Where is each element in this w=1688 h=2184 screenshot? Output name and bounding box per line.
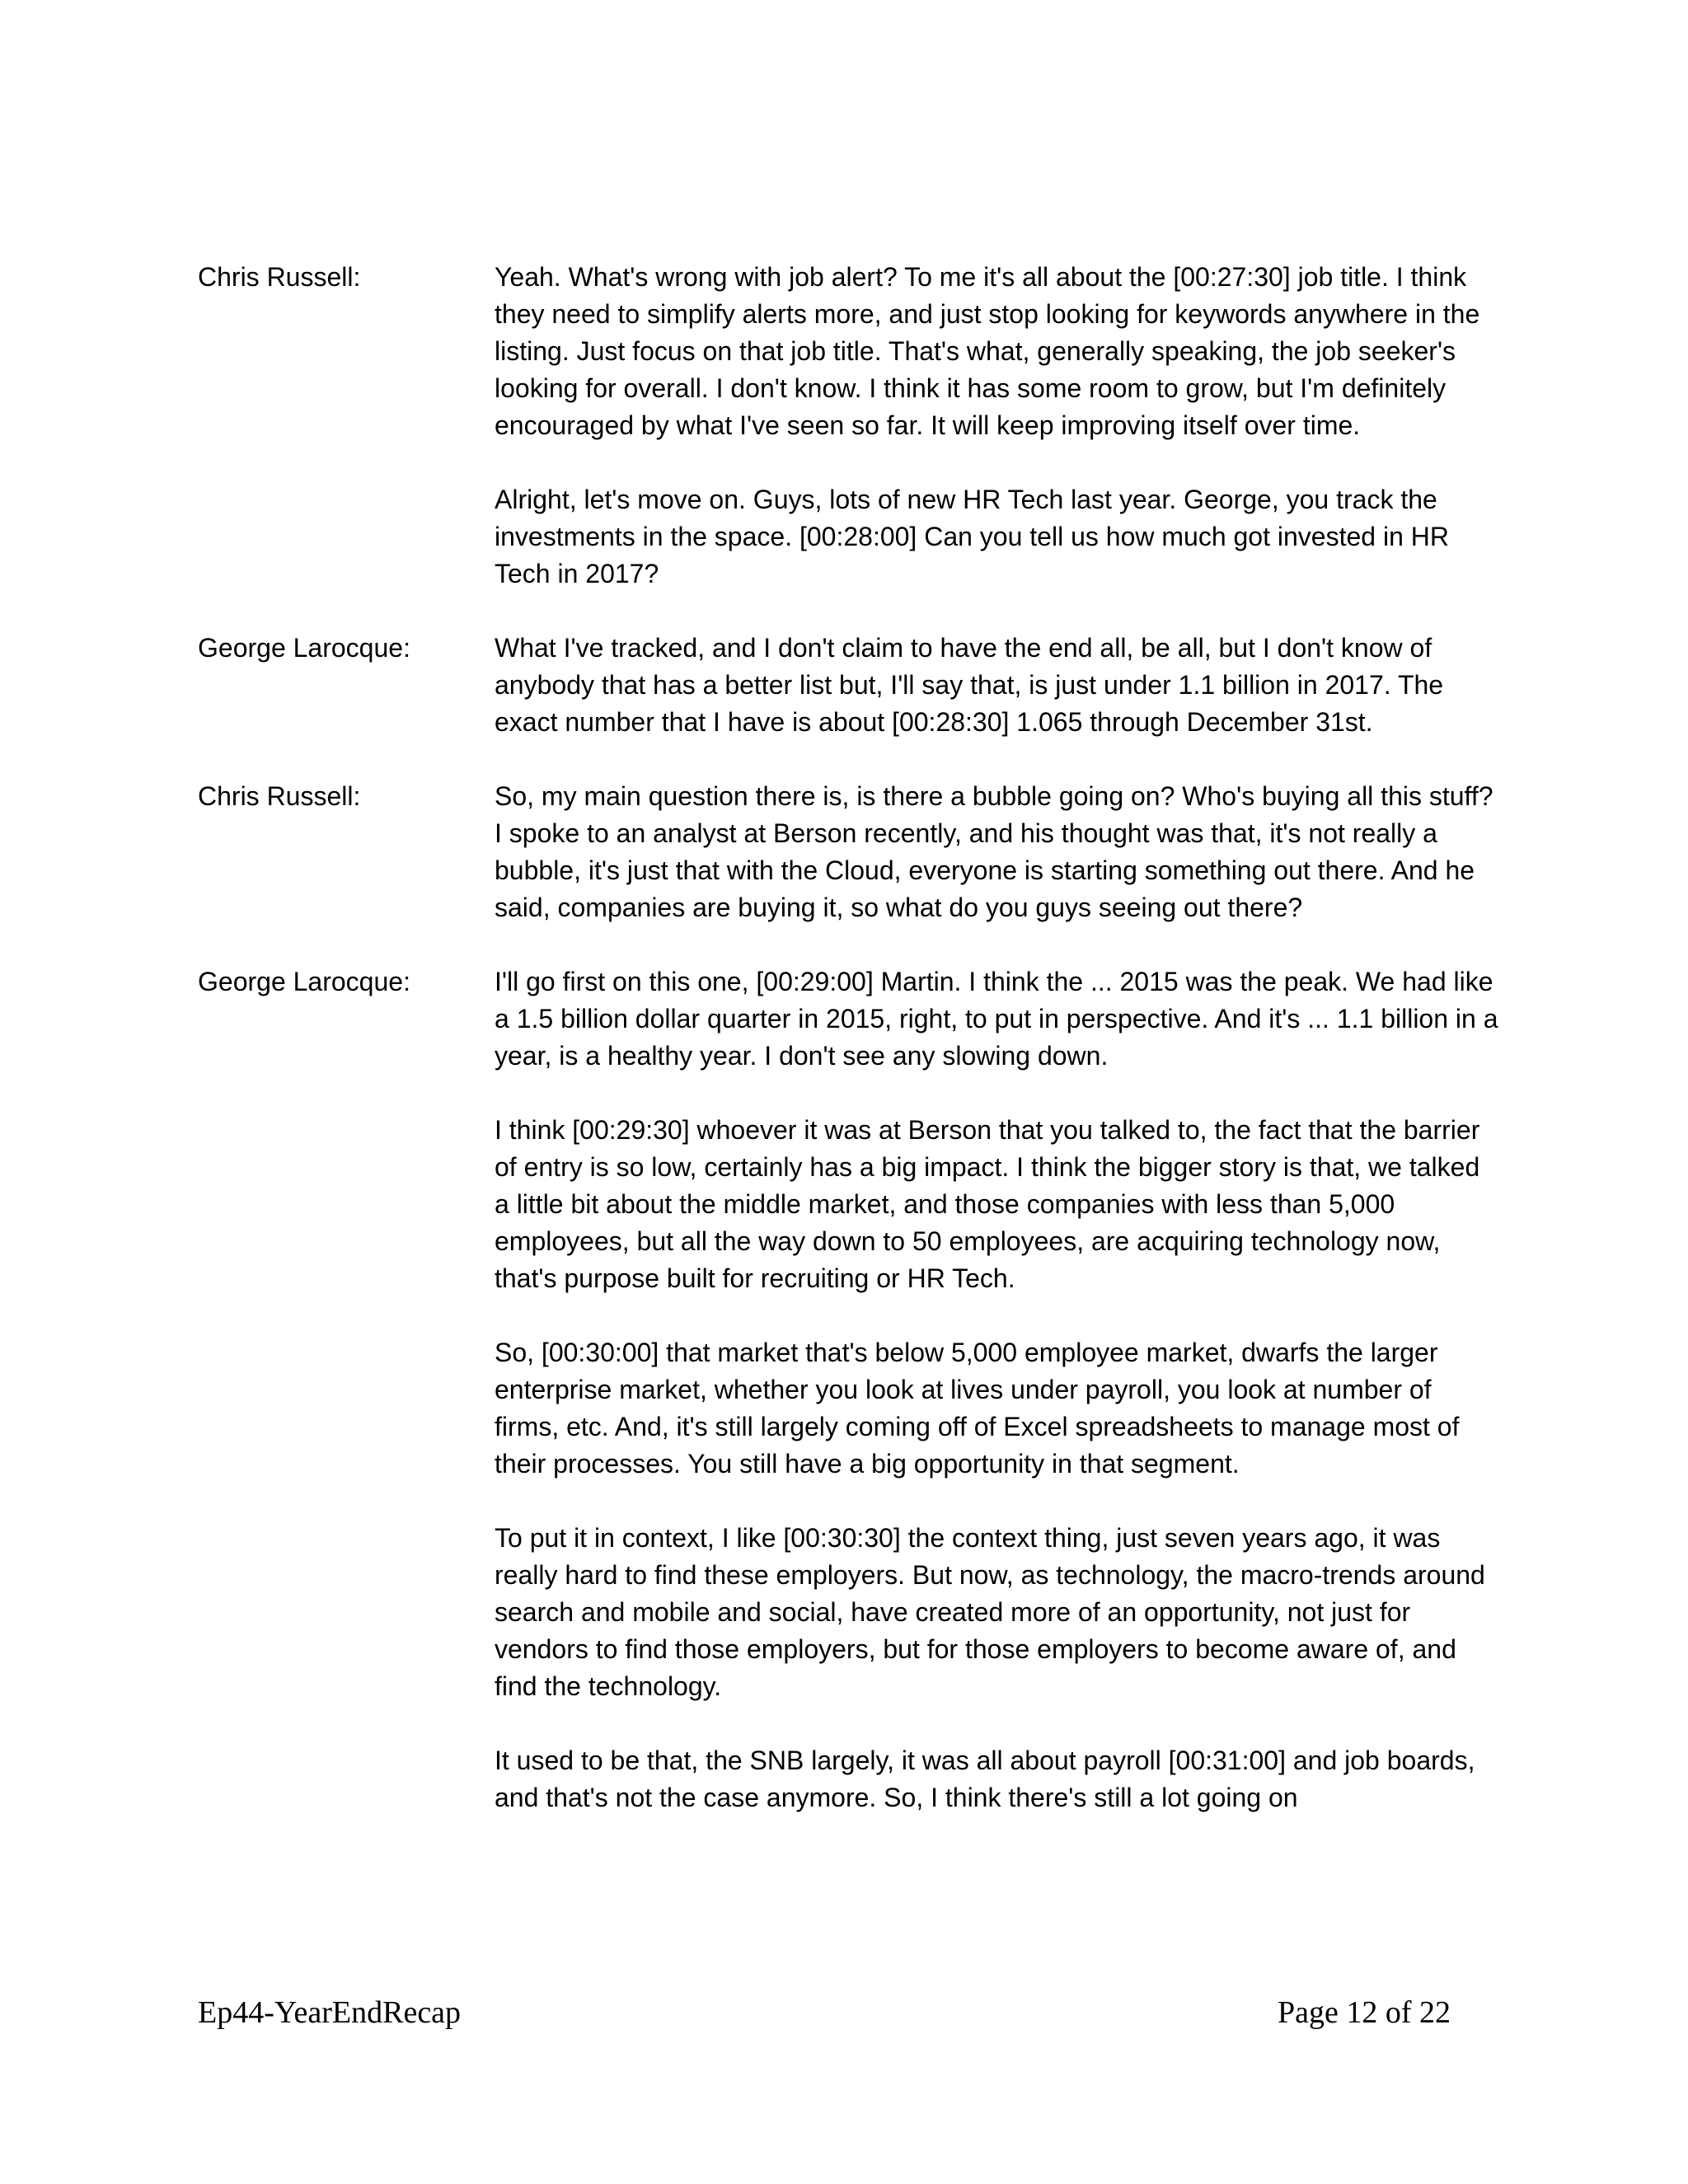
speaker-text — [495, 259, 1500, 630]
paragraph: It used to be that, the SNB largely, it was all about payroll [00:31:00] and job boards, and that's not the case anymore. So, I think there's still a lot going on — [495, 1746, 1475, 1812]
speaker-text — [495, 963, 1500, 1854]
speaker-name: George Larocque: — [198, 633, 410, 663]
speaker-name: Chris Russell: — [198, 781, 361, 811]
paragraph: To put it in context, I like [00:30:30] the context thing, just seven years ago, it was really hard to find these employers. But now, as technology, the macro-trends around search and mobile and social, have created more of an opportunity, not just for vendors to find those employers, but for those employers to become aware of, and find the technology. — [495, 1523, 1485, 1701]
paragraph: I think [00:29:30] whoever it was at Berson that you talked to, the fact that the barrier of entry is so low, certainly has a big impact. I think the bigger story is that, we talked a little bit about the middle market, and those companies with less than 5,000 employees, but all the way down to 50 employees, are acquiring technology now, that's purpose built for recruiting or HR Tech. — [495, 1115, 1480, 1293]
speaker-text — [495, 778, 1500, 963]
paragraph: Yeah. What's wrong with job alert? To me it's all about the [00:27:30] job title. I think they need to simplify alerts more, and just stop looking for keywords anywhere in the listing. Just focus on that job title. That's what, generally speaking, the job seeker's looking for overall. I don't know. I think it has some room to grow, but I'm definitely encouraged by what I've seen so far. It will keep improving itself over time. — [495, 262, 1480, 440]
paragraph: So, [00:30:00] that market that's below 5,000 employee market, dwarfs the larger enterprise market, whether you look at lives under payroll, you look at number of firms, etc. And, it's still largely coming off of Excel spreadsheets to manage most of their processes. You still have a big opportunity in that segment. — [495, 1338, 1460, 1479]
paragraph: Alright, let's move on. Guys, lots of new HR Tech last year. George, you track the investments in the space. [00:28:00] Can you tell us how much got invested in HR Tech in 2017? — [495, 485, 1449, 588]
paragraph: So, my main question there is, is there a bubble going on? Who's buying all this stuff? I spoke to an analyst at Berson recently, and his thought was that, it's not really a bubble, it's just that with the Cloud, everyone is starting something out there. And he said, companies are buying it, so what do you guys seeing out there? — [495, 781, 1493, 922]
speaker-name: Chris Russell: — [198, 262, 361, 292]
paragraph: I'll go first on this one, [00:29:00] Martin. I think the ... 2015 was the peak. We had like a 1.5 billion dollar quarter in 2015, right, to put in perspective. And it's ... 1.1 billion in a year, is a healthy year. I don't see any slowing down. — [495, 967, 1498, 1071]
footer-page-number: Page 12 of 22 — [1277, 1995, 1451, 2030]
page-footer — [198, 1993, 1451, 2032]
speaker-name: George Larocque: — [198, 967, 410, 996]
transcript-entry — [198, 963, 1500, 1854]
transcript — [198, 259, 1500, 1854]
transcript-entry — [198, 630, 1500, 778]
paragraph: What I've tracked, and I don't claim to have the end all, be all, but I don't know of anybody that has a better list but, I'll say that, is just under 1.1 billion in 2017. The exact number that I have is about [00:28:30] 1.065 through December 31st. — [495, 633, 1444, 737]
transcript-entry — [198, 778, 1500, 963]
transcript-entry — [198, 259, 1500, 630]
footer-document-title: Ep44-YearEndRecap — [198, 1995, 462, 2030]
speaker-text — [495, 630, 1500, 778]
